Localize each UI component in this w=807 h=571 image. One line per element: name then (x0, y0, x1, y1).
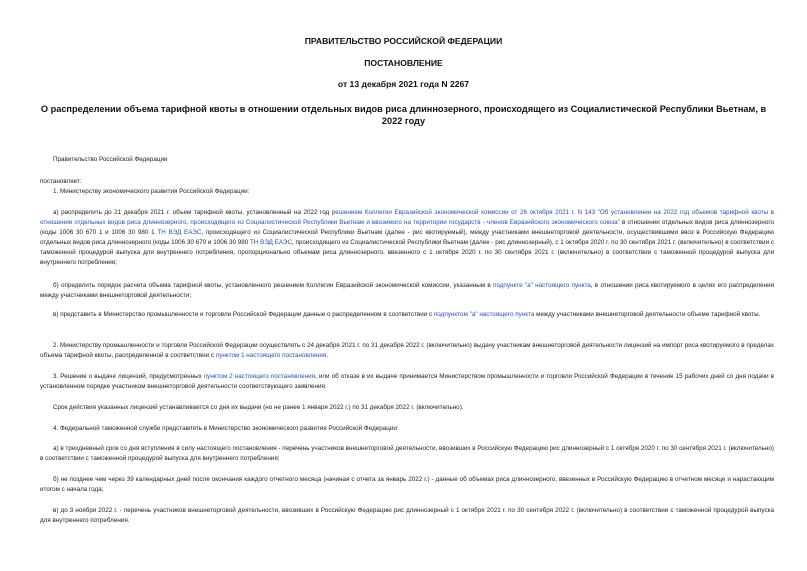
link-point-2[interactable]: пунктом 2 настоящего постановления (203, 373, 316, 380)
paragraph-1a-text-2: в отношении отдельных видов риса длиннозерного (коды 1006 30 670 1 и 1006 30 980 1 (40, 219, 774, 236)
link-subparagraph-a-1[interactable]: подпункте "а" настоящего пункта (492, 282, 591, 289)
paragraph-1b-text-2: , в отношении риса квотируемого в целях его распределения между участниками внешнеторговой деятельности; (40, 282, 774, 299)
paragraph-1a-text-1: а) распределить до 21 декабря 2021 г. объем тарифной квоты, установленный на 2022 год (53, 209, 332, 216)
intro-decrees: постановляет: (40, 178, 82, 185)
link-decision-eec-143[interactable]: решением Коллегии Евразийской экономической комиссии от 26 октября 2021 г. N 143 "Об установлении на 2022 год объемов тарифной квоты в отношении отдельных видов риса длиннозерного, происходящего из Социалистической Республики Вьетнам и ввозимого на территории государств - членов Евразийского экономического союза" (40, 209, 775, 226)
paragraph-1: 1. Министерству экономического развития Российской Федерации: (53, 188, 250, 195)
paragraph-1b-text-1: б) определить порядок расчета объема тарифной квоты, установленного решением Коллегии Евразийской экономической комиссии, указанным в (53, 282, 493, 289)
paragraph-4: 4. Федеральной таможенной службе представлять в Министерство экономического развития Российской Федерации: (53, 425, 399, 432)
document-title: О распределении объема тарифной квоты в отношении отдельных видов риса длиннозерного, происходящего из Социалистической Республики Вьетнам, в 2022 году (40, 104, 767, 126)
paragraph-1a-text-4: , происходящего из Социалистической Республики Вьетнам (далее - рис длиннозерный), с 1 октября 2020 г. по 30 сентября 2021 г. (включительно) в соответствии с таможенной процедурой выпуска для внутреннего потребления, пропорционально объемам риса длиннозерного, ввезенного с 1 октября 2020 г. по 30 сентября 2021 г. (включительно) в соответствии с таможенной процедурой выпуска для внутреннего потребления; (40, 239, 774, 266)
paragraph-1c (40, 310, 774, 320)
document-type-heading: ПОСТАНОВЛЕНИЕ (364, 58, 443, 68)
paragraph-4b: б) не позднее чем через 39 календарных дней после окончания каждого отчетного месяца (начиная с отчета за январь 2022 г.) - данные об объемах риса длиннозерного, ввезенных в Российскую Федерацию в отчетном месяце и нарастающим итогом с начала года; (40, 476, 774, 493)
intro-government: Правительство Российской Федерации (53, 156, 168, 163)
link-point-1[interactable]: пунктом 1 настоящего постановления (215, 352, 327, 359)
link-tn-ved-eaes-1[interactable]: ТН ВЭД ЕАЭС (157, 229, 202, 236)
paragraph-3 (40, 372, 774, 392)
paragraph-3-text-1: 3. Решение о выдаче лицензий, предусмотренных (53, 373, 204, 380)
date-number-heading: от 13 декабря 2021 года N 2267 (337, 79, 470, 89)
paragraph-2 (40, 341, 774, 361)
link-subparagraph-a-2[interactable]: подпунктом "а" настоящего пункта (433, 311, 535, 318)
paragraph-3-text-2: , или об отказе в их выдаче принимается Министерством промышленности и торговли Российской Федерации в течение 15 рабочих дней со дня подачи в установленном порядке участником внешнеторговой деятельности соответствующего заявления. (40, 373, 774, 390)
paragraph-4c: в) до 3 ноября 2022 г. - перечень участников внешнеторговой деятельности, ввозивших в Российскую Федерацию рис длиннозерный с 1 октября 2021 г. по 30 сентября 2022 г. (включительно) в соответствии с таможенной процедурой выпуска для внутреннего потребления. (40, 507, 774, 524)
government-heading: ПРАВИТЕЛЬСТВО РОССИЙСКОЙ ФЕДЕРАЦИИ (304, 36, 503, 46)
paragraph-2-text-2: . (326, 352, 329, 359)
paragraph-1a (40, 208, 774, 268)
paragraph-1b (40, 281, 774, 301)
paragraph-1c-text-1: в) представить в Министерство промышленности и торговли Российской Федерации данные о распределенном в соответствии с (53, 311, 434, 318)
paragraph-4a: а) в трехдневный срок со дня вступления в силу настоящего постановления - перечень участников внешнеторговой деятельности, ввозивших в Российскую Федерацию рис длиннозерный с 1 октября 2020 г. по 30 сентября 2021 г. (включительно) в соответствии с таможенной процедурой выпуска для внутреннего потребления; (40, 445, 774, 462)
paragraph-1a-text-3: , происходящего из Социалистической Республики Вьетнам (далее - рис квотируемый), между участниками внешнеторговой деятельности, осуществившими ввоз в Российскую Федерацию отдельных видов риса длиннозерного (коды 1006 30 670 и 1006 30 980 (40, 229, 774, 246)
paragraph-3-validity: Срок действия указанных лицензий устанавливается со дня их выдачи (но не ранее 1 января 2022 г.) по 31 декабря 2022 г. (включительно). (53, 404, 464, 411)
paragraph-2-text-1: 2. Министерству промышленности и торговли Российской Федерации осуществлять с 24 декабря 2021 г. по 31 декабря 2022 г. (включительно) выдачу участникам внешнеторговой деятельности лицензий на импорт риса квотируемого в пределах объема тарифной квоты, распределенной в соответствии с (40, 342, 774, 359)
link-tn-ved-eaes-2[interactable]: ТН ВЭД ЕАЭС (249, 239, 293, 246)
paragraph-1c-text-2: между участниками внешнеторговой деятельности объеме тарифной квоты. (534, 311, 761, 318)
